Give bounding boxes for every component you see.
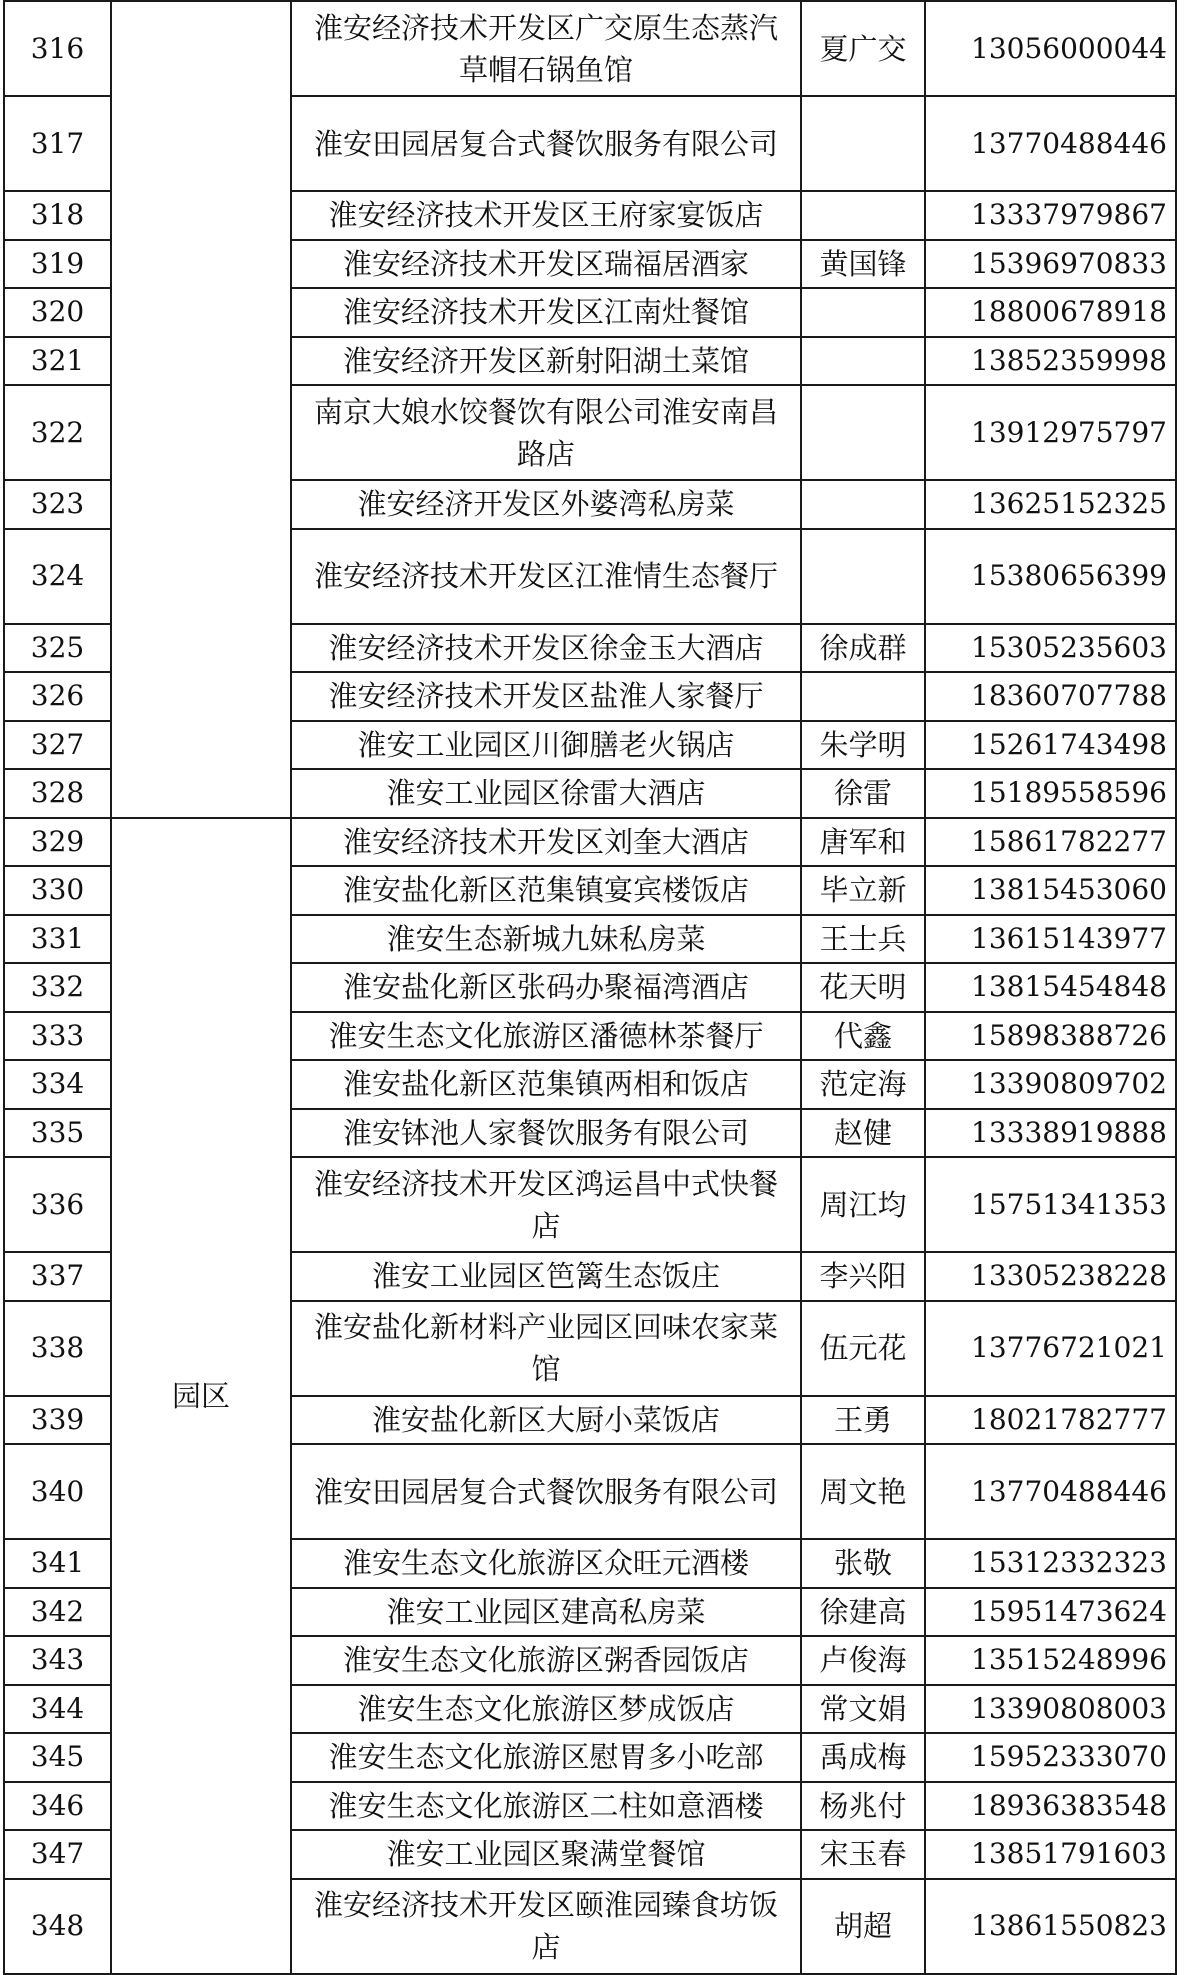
restaurant-name: 淮安生态文化旅游区粥香园饭店: [291, 1636, 801, 1685]
contact-person: [801, 96, 925, 191]
contact-person: 夏广交: [801, 1, 925, 96]
restaurant-name: 淮安经济技术开发区鸿运昌中式快餐店: [291, 1157, 801, 1252]
contact-person: 宋玉春: [801, 1830, 925, 1879]
restaurant-name: 淮安经济技术开发区刘奎大酒店: [291, 818, 801, 867]
restaurant-name: 淮安生态文化旅游区慰胃多小吃部: [291, 1733, 801, 1782]
restaurant-table: [3, 0, 1177, 1975]
restaurant-name: 淮安生态文化旅游区潘德林茶餐厅: [291, 1012, 801, 1061]
row-number: 326: [4, 672, 111, 721]
phone-number: 13305238228: [925, 1252, 1176, 1301]
restaurant-name: 淮安经济技术开发区徐金玉大酒店: [291, 624, 801, 673]
phone-number: 13770488446: [925, 1444, 1176, 1539]
row-number: 316: [4, 1, 111, 96]
restaurant-name: 淮安经济技术开发区颐淮园臻食坊饭店: [291, 1879, 801, 1974]
row-number: 347: [4, 1830, 111, 1879]
row-number: 348: [4, 1879, 111, 1974]
restaurant-name: 淮安经济技术开发区广交原生态蒸汽草帽石锅鱼馆: [291, 1, 801, 96]
phone-number: 15261743498: [925, 721, 1176, 770]
phone-number: 15396970833: [925, 240, 1176, 289]
row-number: 320: [4, 288, 111, 337]
contact-person: 张敬: [801, 1539, 925, 1588]
row-number: 325: [4, 624, 111, 673]
contact-person: [801, 480, 925, 529]
contact-person: 赵健: [801, 1109, 925, 1158]
contact-person: [801, 385, 925, 480]
phone-number: 15952333070: [925, 1733, 1176, 1782]
restaurant-name: 淮安生态文化旅游区二柱如意酒楼: [291, 1782, 801, 1831]
restaurant-name: 淮安田园居复合式餐饮服务有限公司: [291, 1444, 801, 1539]
contact-person: [801, 191, 925, 240]
restaurant-name: 淮安经济技术开发区江淮情生态餐厅: [291, 529, 801, 624]
row-number: 330: [4, 866, 111, 915]
contact-person: [801, 672, 925, 721]
restaurant-name: 淮安田园居复合式餐饮服务有限公司: [291, 96, 801, 191]
restaurant-name: 南京大娘水饺餐饮有限公司淮安南昌路店: [291, 385, 801, 480]
restaurant-name: 淮安经济技术开发区盐淮人家餐厅: [291, 672, 801, 721]
row-number: 344: [4, 1685, 111, 1734]
row-number: 346: [4, 1782, 111, 1831]
contact-person: [801, 529, 925, 624]
row-number: 331: [4, 915, 111, 964]
restaurant-name: 淮安工业园区聚满堂餐馆: [291, 1830, 801, 1879]
phone-number: 13852359998: [925, 337, 1176, 386]
row-number: 332: [4, 963, 111, 1012]
contact-person: [801, 288, 925, 337]
phone-number: 18936383548: [925, 1782, 1176, 1831]
row-number: 341: [4, 1539, 111, 1588]
row-number: 318: [4, 191, 111, 240]
row-number: 335: [4, 1109, 111, 1158]
phone-number: 13770488446: [925, 96, 1176, 191]
contact-person: 范定海: [801, 1060, 925, 1109]
phone-number: 15380656399: [925, 529, 1176, 624]
row-number: 328: [4, 769, 111, 818]
restaurant-name: 淮安工业园区建高私房菜: [291, 1588, 801, 1637]
row-number: 339: [4, 1396, 111, 1445]
contact-person: 卢俊海: [801, 1636, 925, 1685]
phone-number: 13615143977: [925, 915, 1176, 964]
contact-person: 常文娟: [801, 1685, 925, 1734]
row-number: 334: [4, 1060, 111, 1109]
phone-number: 15898388726: [925, 1012, 1176, 1061]
contact-person: 杨兆付: [801, 1782, 925, 1831]
phone-number: 15189558596: [925, 769, 1176, 818]
row-number: 333: [4, 1012, 111, 1061]
restaurant-name: 淮安生态新城九妹私房菜: [291, 915, 801, 964]
row-number: 327: [4, 721, 111, 770]
table-row: [4, 1, 1176, 96]
contact-person: 朱学明: [801, 721, 925, 770]
contact-person: 花天明: [801, 963, 925, 1012]
restaurant-name: 淮安钵池人家餐饮服务有限公司: [291, 1109, 801, 1158]
contact-person: 代鑫: [801, 1012, 925, 1061]
restaurant-name: 淮安经济技术开发区王府家宴饭店: [291, 191, 801, 240]
phone-number: 15312332323: [925, 1539, 1176, 1588]
restaurant-name: 淮安工业园区笆篱生态饭庄: [291, 1252, 801, 1301]
contact-person: 伍元花: [801, 1301, 925, 1396]
phone-number: 13056000044: [925, 1, 1176, 96]
phone-number: 13390809702: [925, 1060, 1176, 1109]
contact-person: 胡超: [801, 1879, 925, 1974]
table-body: [4, 1, 1176, 1974]
phone-number: 13815454848: [925, 963, 1176, 1012]
contact-person: [801, 337, 925, 386]
contact-person: 黄国锋: [801, 240, 925, 289]
contact-person: 王勇: [801, 1396, 925, 1445]
phone-number: 13337979867: [925, 191, 1176, 240]
phone-number: 15861782277: [925, 818, 1176, 867]
row-number: 322: [4, 385, 111, 480]
row-number: 343: [4, 1636, 111, 1685]
contact-person: 禹成梅: [801, 1733, 925, 1782]
phone-number: 13625152325: [925, 480, 1176, 529]
phone-number: 15951473624: [925, 1588, 1176, 1637]
contact-person: 唐军和: [801, 818, 925, 867]
phone-number: 18021782777: [925, 1396, 1176, 1445]
restaurant-name: 淮安盐化新区张码办聚福湾酒店: [291, 963, 801, 1012]
restaurant-name: 淮安盐化新区范集镇宴宾楼饭店: [291, 866, 801, 915]
restaurant-name: 淮安经济技术开发区瑞福居酒家: [291, 240, 801, 289]
phone-number: 18360707788: [925, 672, 1176, 721]
row-number: 336: [4, 1157, 111, 1252]
row-number: 329: [4, 818, 111, 867]
phone-number: 18800678918: [925, 288, 1176, 337]
row-number: 337: [4, 1252, 111, 1301]
row-number: 319: [4, 240, 111, 289]
contact-person: 徐建高: [801, 1588, 925, 1637]
row-number: 321: [4, 337, 111, 386]
contact-person: 王士兵: [801, 915, 925, 964]
restaurant-name: 淮安经济开发区外婆湾私房菜: [291, 480, 801, 529]
row-number: 317: [4, 96, 111, 191]
table-row: [4, 818, 1176, 867]
contact-person: 徐成群: [801, 624, 925, 673]
phone-number: 13815453060: [925, 866, 1176, 915]
row-number: 338: [4, 1301, 111, 1396]
phone-number: 13515248996: [925, 1636, 1176, 1685]
phone-number: 13776721021: [925, 1301, 1176, 1396]
restaurant-name: 淮安盐化新区范集镇两相和饭店: [291, 1060, 801, 1109]
phone-number: 15751341353: [925, 1157, 1176, 1252]
contact-person: 李兴阳: [801, 1252, 925, 1301]
phone-number: 13912975797: [925, 385, 1176, 480]
restaurant-name: 淮安生态文化旅游区众旺元酒楼: [291, 1539, 801, 1588]
restaurant-name: 淮安生态文化旅游区梦成饭店: [291, 1685, 801, 1734]
row-number: 345: [4, 1733, 111, 1782]
restaurant-name: 淮安盐化新区大厨小菜饭店: [291, 1396, 801, 1445]
restaurant-name: 淮安工业园区川御膳老火锅店: [291, 721, 801, 770]
area-cell: [111, 1, 291, 818]
row-number: 340: [4, 1444, 111, 1539]
contact-person: 毕立新: [801, 866, 925, 915]
contact-person: 周江均: [801, 1157, 925, 1252]
phone-number: 13338919888: [925, 1109, 1176, 1158]
contact-person: 徐雷: [801, 769, 925, 818]
restaurant-name: 淮安经济技术开发区江南灶餐馆: [291, 288, 801, 337]
phone-number: 13851791603: [925, 1830, 1176, 1879]
restaurant-name: 淮安工业园区徐雷大酒店: [291, 769, 801, 818]
row-number: 324: [4, 529, 111, 624]
contact-person: 周文艳: [801, 1444, 925, 1539]
phone-number: 13861550823: [925, 1879, 1176, 1974]
restaurant-name: 淮安盐化新材料产业园区回味农家菜馆: [291, 1301, 801, 1396]
phone-number: 15305235603: [925, 624, 1176, 673]
area-cell: 园区: [111, 818, 291, 1974]
row-number: 342: [4, 1588, 111, 1637]
row-number: 323: [4, 480, 111, 529]
phone-number: 13390808003: [925, 1685, 1176, 1734]
restaurant-name: 淮安经济开发区新射阳湖土菜馆: [291, 337, 801, 386]
